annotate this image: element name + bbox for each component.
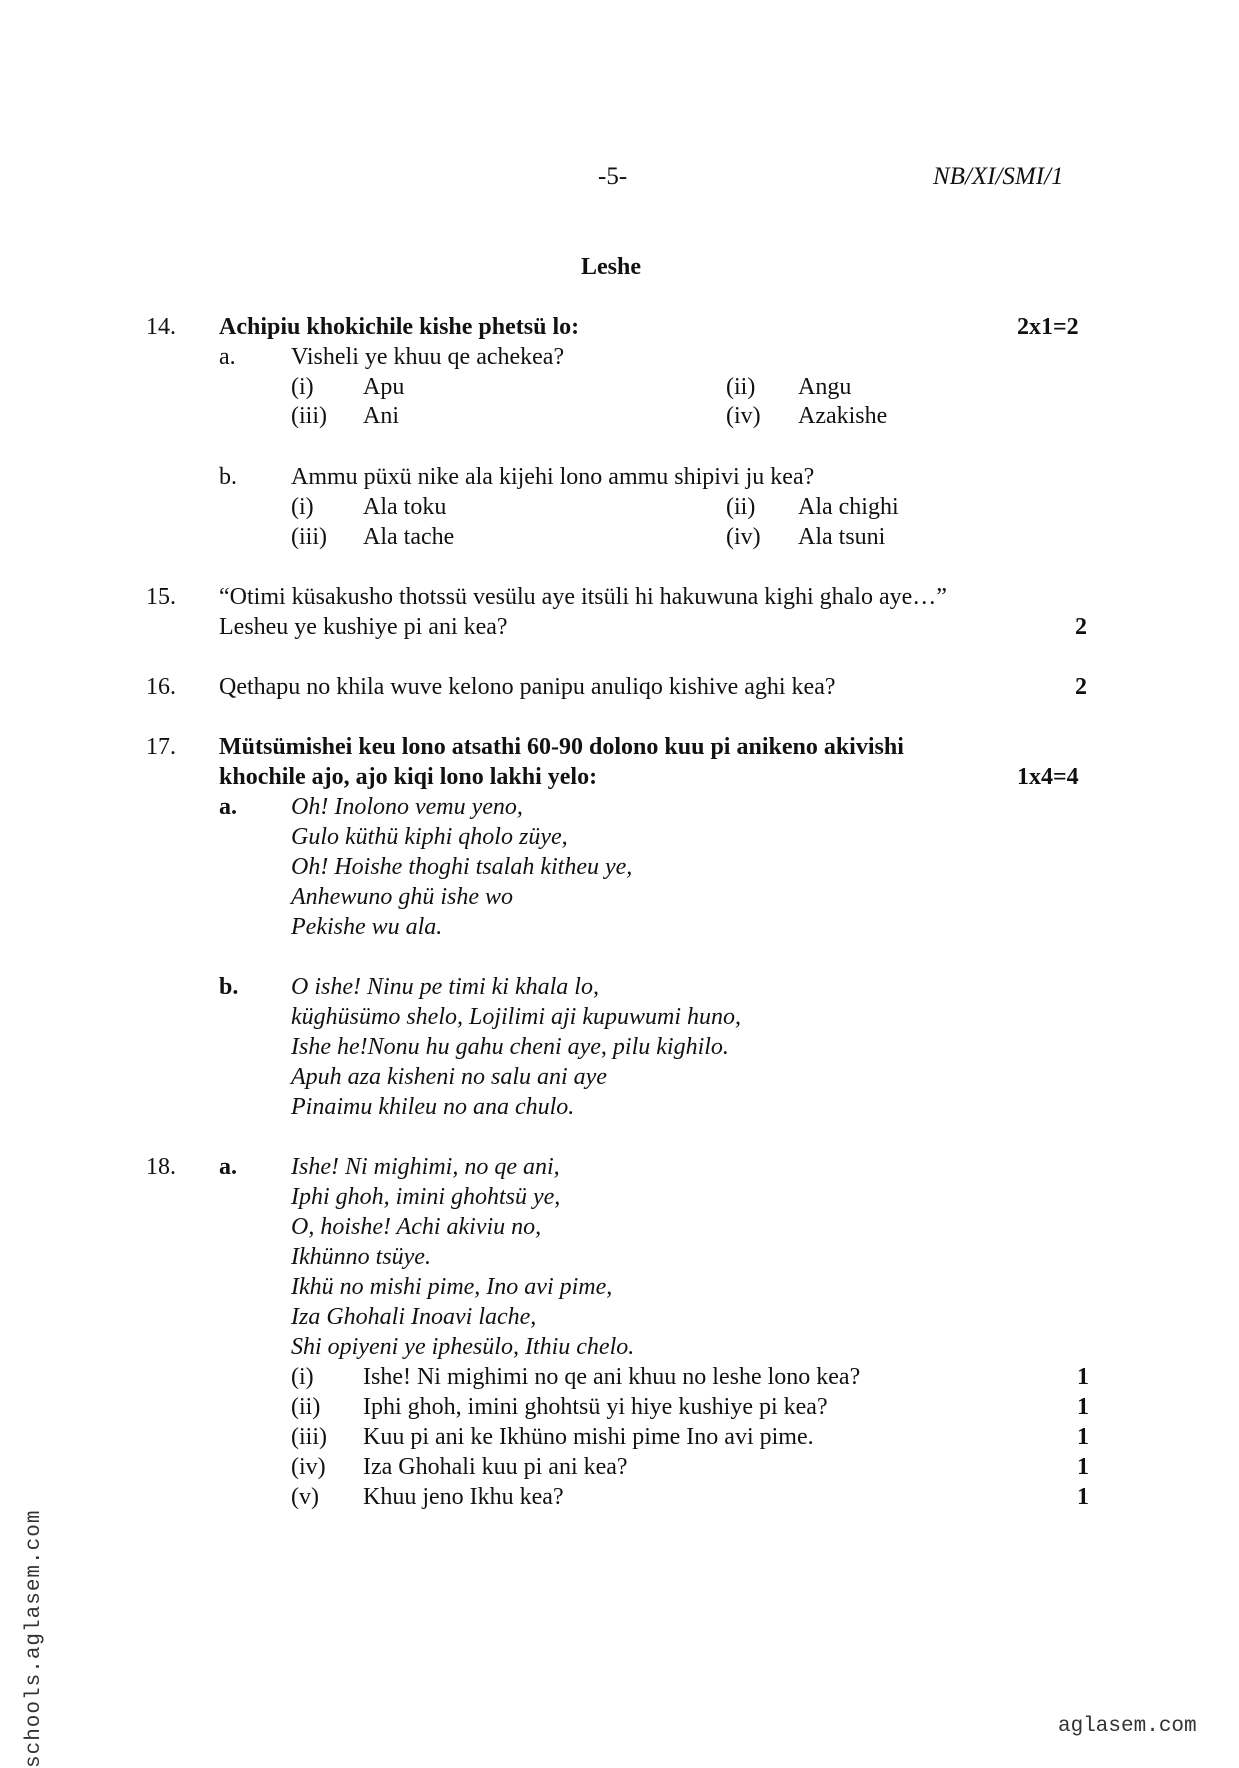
poem-line: O, hoishe! Achi akiviu no, — [291, 1214, 542, 1240]
poem-line: Pekishe wu ala. — [291, 914, 443, 940]
q14a-opt4-text: Azakishe — [798, 403, 888, 429]
q15-question: Lesheu ye kushiye pi ani kea? — [219, 614, 508, 640]
poem-line: Ikhü no mishi pime, Ino avi pime, — [291, 1274, 613, 1300]
q14a-opt1-num: (i) — [291, 374, 314, 400]
q14b-label: b. — [219, 464, 237, 490]
poem-line: Apuh aza kisheni no salu ani aye — [291, 1064, 607, 1090]
q14-number: 14. — [146, 314, 176, 340]
q18-number: 18. — [146, 1154, 176, 1180]
side-watermark: schools.aglasem.com — [23, 1509, 46, 1768]
poem-line: Gulo küthü kiphi qholo züye, — [291, 824, 568, 850]
q14b-opt4-num: (iv) — [726, 524, 761, 550]
q18-sub2-marks: 1 — [1077, 1394, 1089, 1420]
q14a-opt3-num: (iii) — [291, 403, 327, 429]
q14b-opt2-num: (ii) — [726, 494, 756, 520]
q16-number: 16. — [146, 674, 176, 700]
q14b-opt2-text: Ala chighi — [798, 494, 899, 520]
q18-sub4-num: (iv) — [291, 1454, 326, 1480]
q14a-label: a. — [219, 344, 236, 370]
q18-sub1-marks: 1 — [1077, 1364, 1089, 1390]
q14-marks: 2x1=2 — [1017, 314, 1079, 340]
poem-line: Iphi ghoh, imini ghohtsü ye, — [291, 1184, 561, 1210]
poem-line: Iza Ghohali Inoavi lache, — [291, 1304, 537, 1330]
q14a-opt4-num: (iv) — [726, 403, 761, 429]
q17a-label: a. — [219, 794, 237, 820]
q17-text-line1: Mütsümishei keu lono atsathi 60-90 dolono kuu pi anikeno akivishi — [219, 734, 904, 760]
q14-text: Achipiu khokichile kishe phetsü lo: — [219, 314, 580, 340]
q18a-poem — [291, 1152, 634, 1362]
q18-sub5-num: (v) — [291, 1484, 319, 1510]
q18-sub4-marks: 1 — [1077, 1454, 1089, 1480]
poem-line: Pinaimu khileu no ana chulo. — [291, 1094, 575, 1120]
q17b-label: b. — [219, 974, 239, 1000]
q14b-opt3-text: Ala tache — [363, 524, 455, 550]
q18-sub1-text: Ishe! Ni mighimi no qe ani khuu no leshe lono kea? — [363, 1364, 861, 1390]
q18-sub5-text: Khuu jeno Ikhu kea? — [363, 1484, 564, 1510]
q18-sub2-text: Iphi ghoh, imini ghohtsü yi hiye kushiye pi kea? — [363, 1394, 828, 1420]
poem-line: Anhewuno ghü ishe wo — [291, 884, 513, 910]
section-title: Leshe — [581, 254, 641, 280]
poem-line: Oh! Inolono vemu yeno, — [291, 794, 523, 820]
q14a-opt1-text: Apu — [363, 374, 405, 400]
poem-line: Oh! Hoishe thoghi tsalah kitheu ye, — [291, 854, 633, 880]
q18-sub4-text: Iza Ghohali kuu pi ani kea? — [363, 1454, 628, 1480]
q14b-opt1-text: Ala toku — [363, 494, 447, 520]
q17-text-line2: khochile ajo, ajo kiqi lono lakhi yelo: — [219, 764, 598, 790]
q18-sub3-marks: 1 — [1077, 1424, 1089, 1450]
q14a-opt2-text: Angu — [798, 374, 852, 400]
q18a-label: a. — [219, 1154, 237, 1180]
q17b-poem — [291, 972, 741, 1122]
q17-marks: 1x4=4 — [1017, 764, 1079, 790]
q14b-opt1-num: (i) — [291, 494, 314, 520]
q18-sub1-num: (i) — [291, 1364, 314, 1390]
q14a-opt2-num: (ii) — [726, 374, 756, 400]
q17a-poem — [291, 792, 632, 942]
q18-sub3-num: (iii) — [291, 1424, 327, 1450]
q15-quote: “Otimi küsakusho thotssü vesülu aye itsüli hi hakuwuna kighi ghalo aye…” — [219, 584, 947, 610]
q17-number: 17. — [146, 734, 176, 760]
poem-line: Ikhünno tsüye. — [291, 1244, 431, 1270]
poem-line: O ishe! Ninu pe timi ki khala lo, — [291, 974, 599, 1000]
q14a-text: Visheli ye khuu qe achekea? — [291, 344, 565, 370]
q18-sub3-text: Kuu pi ani ke Ikhüno mishi pime Ino avi pime. — [363, 1424, 814, 1450]
q14a-opt3-text: Ani — [363, 403, 399, 429]
corner-watermark: aglasem.com — [1058, 1715, 1197, 1738]
q18-sub5-marks: 1 — [1077, 1484, 1089, 1510]
q14b-opt3-num: (iii) — [291, 524, 327, 550]
q15-number: 15. — [146, 584, 176, 610]
poem-line: küghüsümo shelo, Lojilimi aji kupuwumi huno, — [291, 1004, 741, 1030]
poem-line: Shi opiyeni ye iphesülo, Ithiu chelo. — [291, 1334, 635, 1360]
q16-text: Qethapu no khila wuve kelono panipu anuliqo kishive aghi kea? — [219, 674, 836, 700]
page-number: -5- — [598, 163, 628, 190]
paper-code: NB/XI/SMI/1 — [933, 163, 1064, 190]
q15-marks: 2 — [1075, 614, 1087, 640]
poem-line: Ishe he!Nonu hu gahu cheni aye, pilu kighilo. — [291, 1034, 729, 1060]
q16-marks: 2 — [1075, 674, 1087, 700]
poem-line: Ishe! Ni mighimi, no qe ani, — [291, 1154, 560, 1180]
q18-sub2-num: (ii) — [291, 1394, 321, 1420]
q14b-opt4-text: Ala tsuni — [798, 524, 886, 550]
q14b-text: Ammu püxü nike ala kijehi lono ammu shipivi ju kea? — [291, 464, 815, 490]
